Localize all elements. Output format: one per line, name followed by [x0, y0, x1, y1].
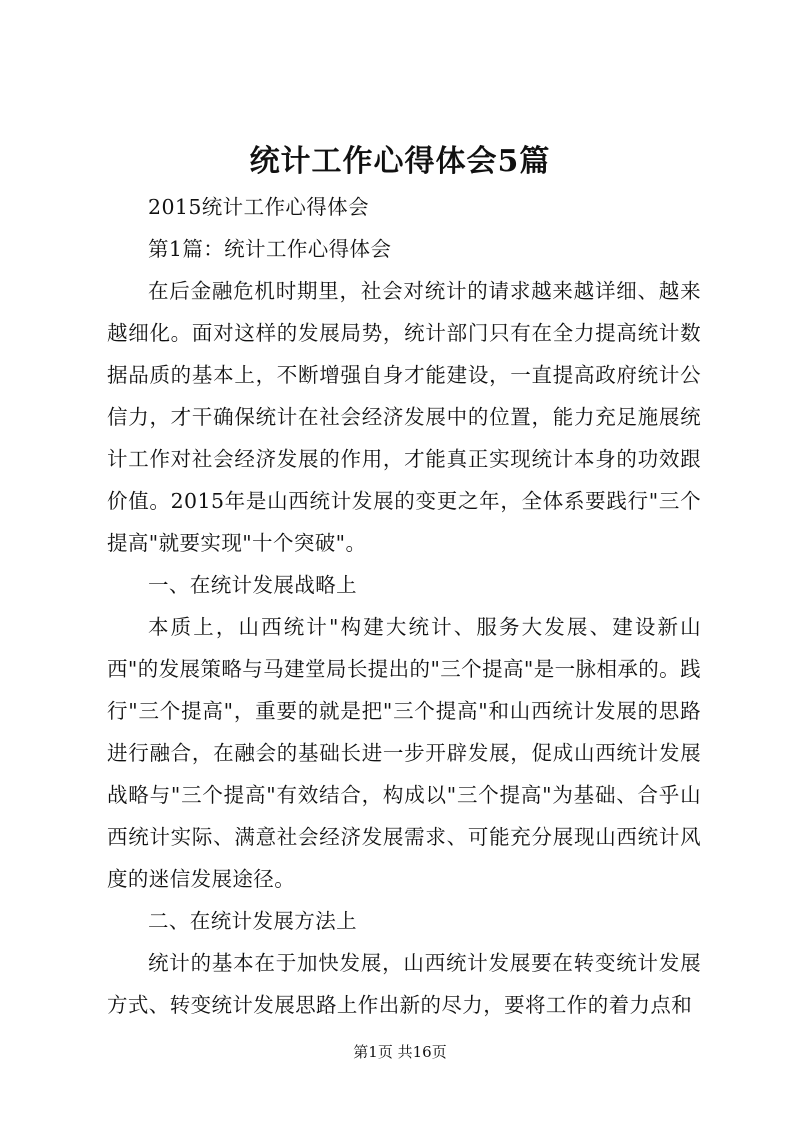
page-footer [0, 1042, 800, 1062]
body-paragraph: 本质上，山西统计"构建大统计、服务大发展、建设新山西"的发展策略与马建堂局长提出的"三个提高"是一脉相承的。践行"三个提高"，重要的就是把"三个提高"和山西统计发展的思路进行融合，在融会的基础长进一步开辟发展，促成山西统计发展战略与"三个提高"有效结合，构成以"三个提高"为基础、合乎山西统计实际、满意社会经济发展需求、可能充分展现山西统计风度的迷信发展途径。 [107, 615, 701, 891]
document-title: 统计工作心得体会5篇 [249, 144, 551, 179]
document-body [107, 186, 701, 1026]
page-number-label: 第1页 共16页 [353, 1043, 447, 1061]
chapter-heading: 第1篇：统计工作心得体会 [148, 237, 392, 261]
body-paragraph: 统计的基本在于加快发展，山西统计发展要在转变统计发展方式、转变统计发展思路上作出新的尽力，要将工作的着力点和 [107, 951, 701, 1017]
subtitle-line: 2015统计工作心得体会 [148, 195, 369, 219]
body-paragraph: 在后金融危机时期里，社会对统计的请求越来越详细、越来越细化。面对这样的发展局势，统计部门只有在全力提高统计数据品质的基本上，不断增强自身才能建设，一直提高政府统计公信力，才干确保统计在社会经济发展中的位置，能力充足施展统计工作对社会经济发展的作用，才能真正实现统计本身的功效跟价值。2015年是山西统计发展的变更之年，全体系要践行"三个提高"就要实现"十个突破"。 [107, 279, 701, 555]
section-heading: 一、在统计发展战略上 [148, 573, 357, 597]
section-heading: 二、在统计发展方法上 [148, 909, 357, 933]
